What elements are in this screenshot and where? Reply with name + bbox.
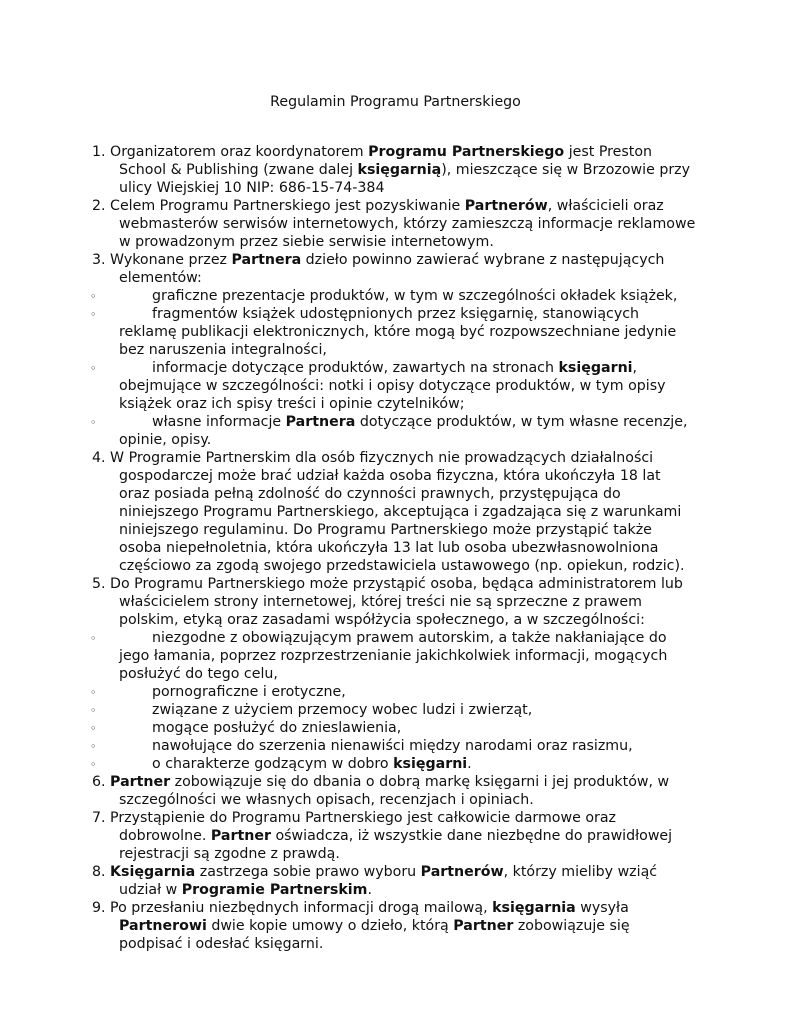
text-run: 8.: [92, 864, 111, 880]
numbered-list-item: [92, 251, 664, 269]
text-run: nawołujące do szerzenia nienawiści między narodami oraz rasizmu,: [152, 738, 633, 754]
bold-term: Partner: [110, 774, 171, 790]
text-run: opinie, opisy.: [119, 432, 212, 448]
bold-term: Księgarnia: [110, 864, 196, 880]
text-run: .: [467, 756, 472, 772]
text-run: jego łamania, poprzez rozprzestrzenianie jakichkolwiek informacji, mogących: [119, 648, 668, 664]
bold-term: Partnerów: [464, 198, 548, 214]
numbered-list-item: [92, 809, 616, 827]
text-run: mogące posłużyć do znieslawienia,: [152, 720, 402, 736]
text-run: w prowadzonym przez siebie serwisie internetowym.: [119, 234, 494, 250]
text-run: częściowo za zgodą swojego przedstawiciela ustawowego (np. opiekun, rodzic).: [119, 558, 685, 574]
bullet-marker: ◦: [90, 722, 97, 735]
sub-list-item: [152, 719, 401, 737]
text-run: zastrzega sobie prawo wyboru: [195, 864, 421, 880]
list-item-continuation: [119, 845, 340, 863]
text-run: 1. Organizatorem oraz koordynatorem: [92, 144, 369, 160]
list-item-continuation: [119, 215, 695, 233]
list-item-continuation: [119, 233, 494, 251]
bullet-marker: ◦: [90, 632, 97, 645]
text-run: webmasterów serwisów internetowych, którzy zamieszczą informacje reklamowe: [119, 216, 696, 232]
sub-list-item: [152, 305, 639, 323]
text-run: , właścicieli oraz: [547, 198, 664, 214]
text-run: dotyczące produktów, w tym własne recenzje,: [355, 414, 688, 430]
text-run: osoba niepełnoletnia, która ukończyła 13 lat lub osoba ubezwłasnowolniona: [119, 540, 659, 556]
numbered-list-item: [92, 575, 683, 593]
bold-term: Partnera: [231, 252, 302, 268]
text-run: oraz posiada pełną zdolność do czynności prawnych, przystępująca do: [119, 486, 621, 502]
text-run: niezgodne z obowiązującym prawem autorskim, a także nakłaniające do: [152, 630, 667, 646]
text-run: szczególności we własnych opisach, recenzjach i opiniach.: [119, 792, 534, 808]
text-run: 3. Wykonane przez: [92, 252, 232, 268]
text-run: informacje dotyczące produktów, zawartych na stronach: [152, 360, 559, 376]
text-run: oświadcza, iż wszystkie dane niezbędne do prawidłowej: [270, 828, 673, 844]
text-run: fragmentów książek udostępnionych przez księgarnię, stanowiących: [152, 306, 640, 322]
list-item-continuation: [119, 503, 681, 521]
bold-term: Programu Partnerskiego: [368, 144, 565, 160]
sub-list-item: [152, 629, 667, 647]
text-run: reklamę publikacji elektronicznych, które mogą być rozpowszechniane jedynie: [119, 324, 677, 340]
text-run: dobrowolne.: [119, 828, 211, 844]
text-run: graficzne prezentacje produktów, w tym w szczególności okładek książek,: [152, 288, 678, 304]
text-run: polskim, etyką oraz zasadami współżycia społecznego, a w szczególności:: [119, 612, 645, 628]
bullet-marker: ◦: [90, 416, 97, 429]
text-run: zobowiązuje się do dbania o dobrą markę księgarni i jej produktów, w: [170, 774, 670, 790]
bold-term: księgarnią: [357, 162, 442, 178]
numbered-list-item: [92, 773, 669, 791]
bold-term: Programie Partnerskim: [181, 882, 368, 898]
text-run: , którzy mieliby wziąć: [503, 864, 658, 880]
text-run: jest Preston: [564, 144, 653, 160]
list-item-continuation: [119, 557, 685, 575]
list-item-continuation: [119, 431, 211, 449]
bold-term: Partnerowi: [119, 918, 207, 934]
text-run: pornograficzne i erotyczne,: [152, 684, 346, 700]
text-run: niniejszego regulaminu. Do Programu Partnerskiego może przystąpić także: [119, 522, 652, 538]
list-item-continuation: [119, 935, 323, 953]
numbered-list-item: [92, 863, 657, 881]
bold-term: Partner: [210, 828, 271, 844]
list-item-continuation: [119, 881, 372, 899]
numbered-list-item: [92, 449, 653, 467]
list-item-continuation: [119, 467, 661, 485]
text-run: 5. Do Programu Partnerskiego może przystąpić osoba, będąca administratorem lub: [92, 576, 683, 592]
text-run: ), mieszczące się w Brzozowie przy: [441, 162, 691, 178]
list-item-continuation: [119, 539, 658, 557]
list-item-continuation: [119, 395, 464, 413]
text-run: własne informacje: [152, 414, 286, 430]
sub-list-item: [152, 737, 633, 755]
text-run: dwie kopie umowy o dzieło, którą: [206, 918, 454, 934]
text-run: związane z użyciem przemocy wobec ludzi i zwierząt,: [152, 702, 533, 718]
list-item-continuation: [119, 377, 666, 395]
text-run: podpisać i odesłać księgarni.: [119, 936, 324, 952]
list-item-continuation: [119, 665, 278, 683]
bullet-marker: ◦: [90, 740, 97, 753]
bold-term: Partner: [453, 918, 514, 934]
list-item-continuation: [119, 179, 384, 197]
document-title: Regulamin Programu Partnerskiego: [270, 94, 521, 110]
sub-list-item: [152, 683, 346, 701]
text-run: 4. W Programie Partnerskim dla osób fizycznych nie prowadzących działalności: [92, 450, 654, 466]
text-run: elementów:: [119, 270, 202, 286]
numbered-list-item: [92, 197, 664, 215]
sub-list-item: [152, 701, 532, 719]
numbered-list-item: [92, 899, 629, 917]
list-item-continuation: [119, 917, 630, 935]
text-run: o charakterze godzącym w dobro: [152, 756, 394, 772]
text-run: niniejszego Programu Partnerskiego, akceptująca i zgadzająca się z warunkami: [119, 504, 682, 520]
text-run: zobowiązuje się: [513, 918, 630, 934]
bold-term: księgarni: [558, 360, 633, 376]
list-item-continuation: [119, 521, 652, 539]
list-item-continuation: [119, 161, 690, 179]
numbered-list-item: [92, 143, 652, 161]
text-run: dzieło powinno zawierać wybrane z następujących: [301, 252, 665, 268]
text-run: posłużyć do tego celu,: [119, 666, 278, 682]
bullet-marker: ◦: [90, 290, 97, 303]
text-run: ,: [632, 360, 638, 376]
text-run: ulicy Wiejskiej 10 NIP: 686-15-74-384: [119, 180, 385, 196]
text-run: właścicielem strony internetowej, której treści nie są sprzeczne z prawem: [119, 594, 642, 610]
list-item-continuation: [119, 611, 645, 629]
text-run: bez naruszenia integralności,: [119, 342, 327, 358]
list-item-continuation: [119, 791, 534, 809]
sub-list-item: [152, 413, 688, 431]
text-run: 7. Przystąpienie do Programu Partnerskiego jest całkowicie darmowe oraz: [92, 810, 616, 826]
list-item-continuation: [119, 323, 676, 341]
sub-list-item: [152, 287, 677, 305]
text-run: 2. Celem Programu Partnerskiego jest pozyskiwanie: [92, 198, 465, 214]
list-item-continuation: [119, 485, 621, 503]
text-run: wysyła: [575, 900, 629, 916]
bullet-marker: ◦: [90, 758, 97, 771]
text-run: rejestracji są zgodne z prawdą.: [119, 846, 340, 862]
bold-term: Partnera: [285, 414, 356, 430]
bullet-marker: ◦: [90, 362, 97, 375]
text-run: School & Publishing (zwane dalej: [119, 162, 358, 178]
bullet-marker: ◦: [90, 704, 97, 717]
sub-list-item: [152, 755, 472, 773]
list-item-continuation: [119, 341, 327, 359]
text-run: książek oraz ich spisy treści i opinie czytelników;: [119, 396, 465, 412]
text-run: udział w: [119, 882, 182, 898]
bullet-marker: ◦: [90, 686, 97, 699]
bold-term: księgarnia: [492, 900, 576, 916]
text-run: gospodarczej może brać udział każda osoba fizyczna, która ukończyła 18 lat: [119, 468, 661, 484]
sub-list-item: [152, 359, 637, 377]
text-run: .: [367, 882, 372, 898]
text-run: 6.: [92, 774, 111, 790]
bold-term: księgarni: [393, 756, 468, 772]
list-item-continuation: [119, 269, 202, 287]
bullet-marker: ◦: [90, 308, 97, 321]
text-run: obejmujące w szczególności: notki i opisy dotyczące produktów, w tym opisy: [119, 378, 666, 394]
bold-term: Partnerów: [420, 864, 504, 880]
list-item-continuation: [119, 593, 642, 611]
list-item-continuation: [119, 827, 672, 845]
text-run: 9. Po przesłaniu niezbędnych informacji drogą mailową,: [92, 900, 493, 916]
list-item-continuation: [119, 647, 667, 665]
